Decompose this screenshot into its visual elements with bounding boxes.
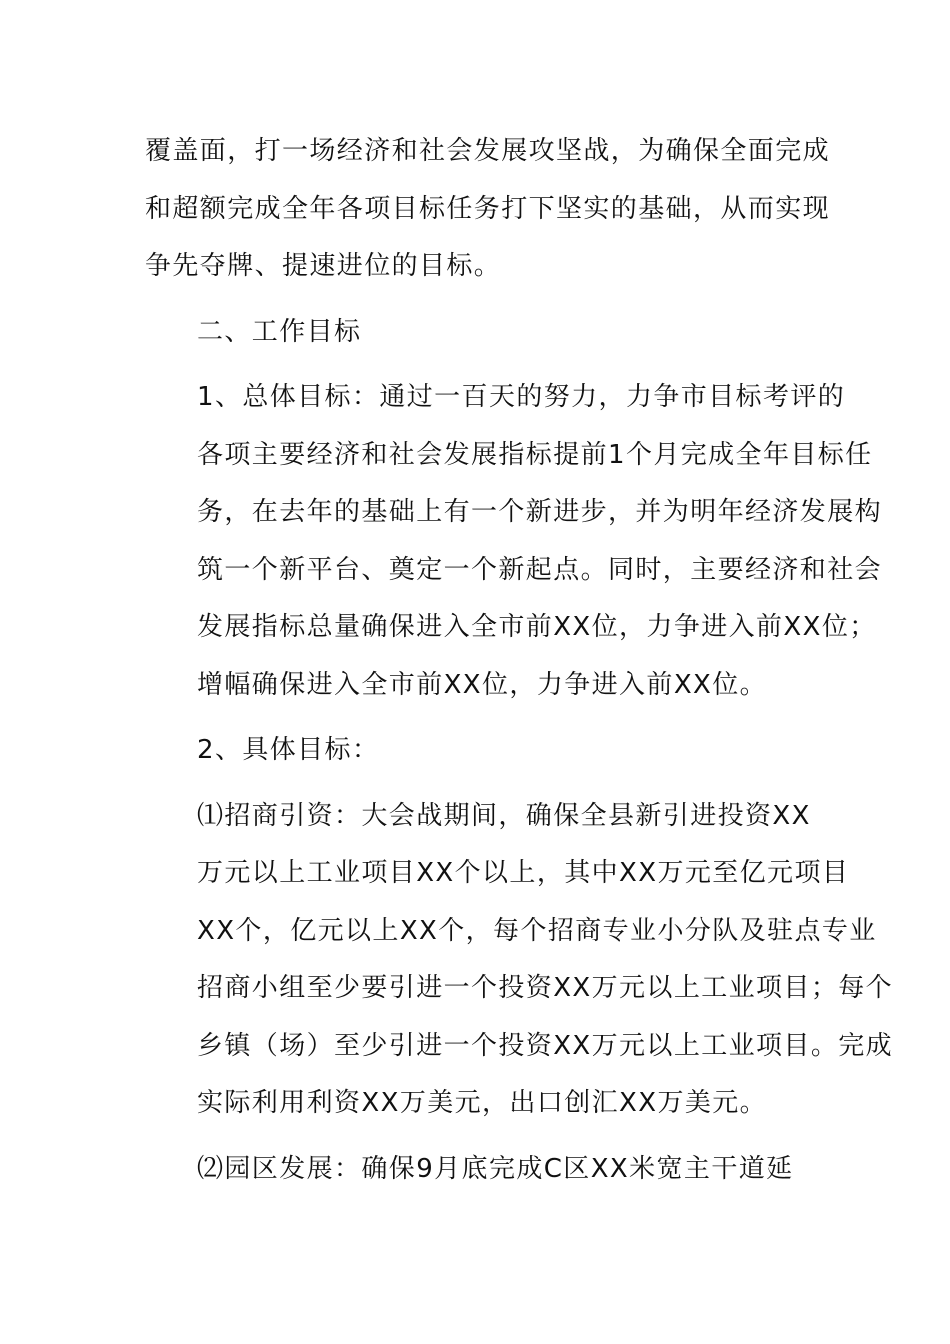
text-line: 筑一个新平台、奠定一个新起点。同时，主要经济和社会	[197, 554, 883, 585]
text-line: 覆盖面，打一场经济和社会发展攻坚战，为确保全面完成	[145, 136, 831, 166]
text-line: 2、具体目标：	[197, 735, 380, 765]
paragraph-continuation	[145, 123, 831, 296]
paragraph-park-development	[145, 1141, 810, 1199]
paragraph-investment	[145, 788, 894, 1133]
text-line: ⑴招商引资：大会战期间，确保全县新引进投资XX	[197, 800, 811, 831]
paragraph-specific-goal	[145, 722, 810, 780]
text-line: ⑵园区发展：确保9月底完成C区XX米宽主干道延	[197, 1153, 794, 1184]
text-line: 乡镇（场）至少引进一个投资XX万元以上工业项目。完成	[197, 1030, 894, 1061]
paragraph-overall-goal	[145, 369, 883, 714]
text-line: 争先夺牌、提速进位的目标。	[145, 251, 502, 281]
text-line: 和超额完成全年各项目标任务打下坚实的基础，从而实现	[145, 193, 831, 224]
text-line: 增幅确保进入全市前XX位，力争进入前XX位。	[197, 669, 768, 700]
text-line: 各项主要经济和社会发展指标提前1个月完成全年目标任	[197, 439, 873, 470]
text-line: 招商小组至少要引进一个投资XX万元以上工业项目；每个	[197, 973, 894, 1003]
text-line: 务，在去年的基础上有一个新进步，并为明年经济发展构	[197, 497, 883, 527]
section-heading	[145, 304, 810, 362]
text-line: 发展指标总量确保进入全市前XX位，力争进入前XX位；	[197, 612, 877, 642]
heading-text: 二、工作目标	[197, 316, 362, 347]
document-body	[145, 123, 894, 1198]
text-line: XX个，亿元以上XX个，每个招商专业小分队及驻点专业	[197, 915, 877, 946]
text-line: 实际利用利资XX万美元，出口创汇XX万美元。	[197, 1088, 768, 1118]
text-line: 万元以上工业项目XX个以上，其中XX万元至亿元项目	[197, 858, 850, 888]
text-line: 1、总体目标：通过一百天的努力，力争市目标考评的	[197, 382, 846, 412]
